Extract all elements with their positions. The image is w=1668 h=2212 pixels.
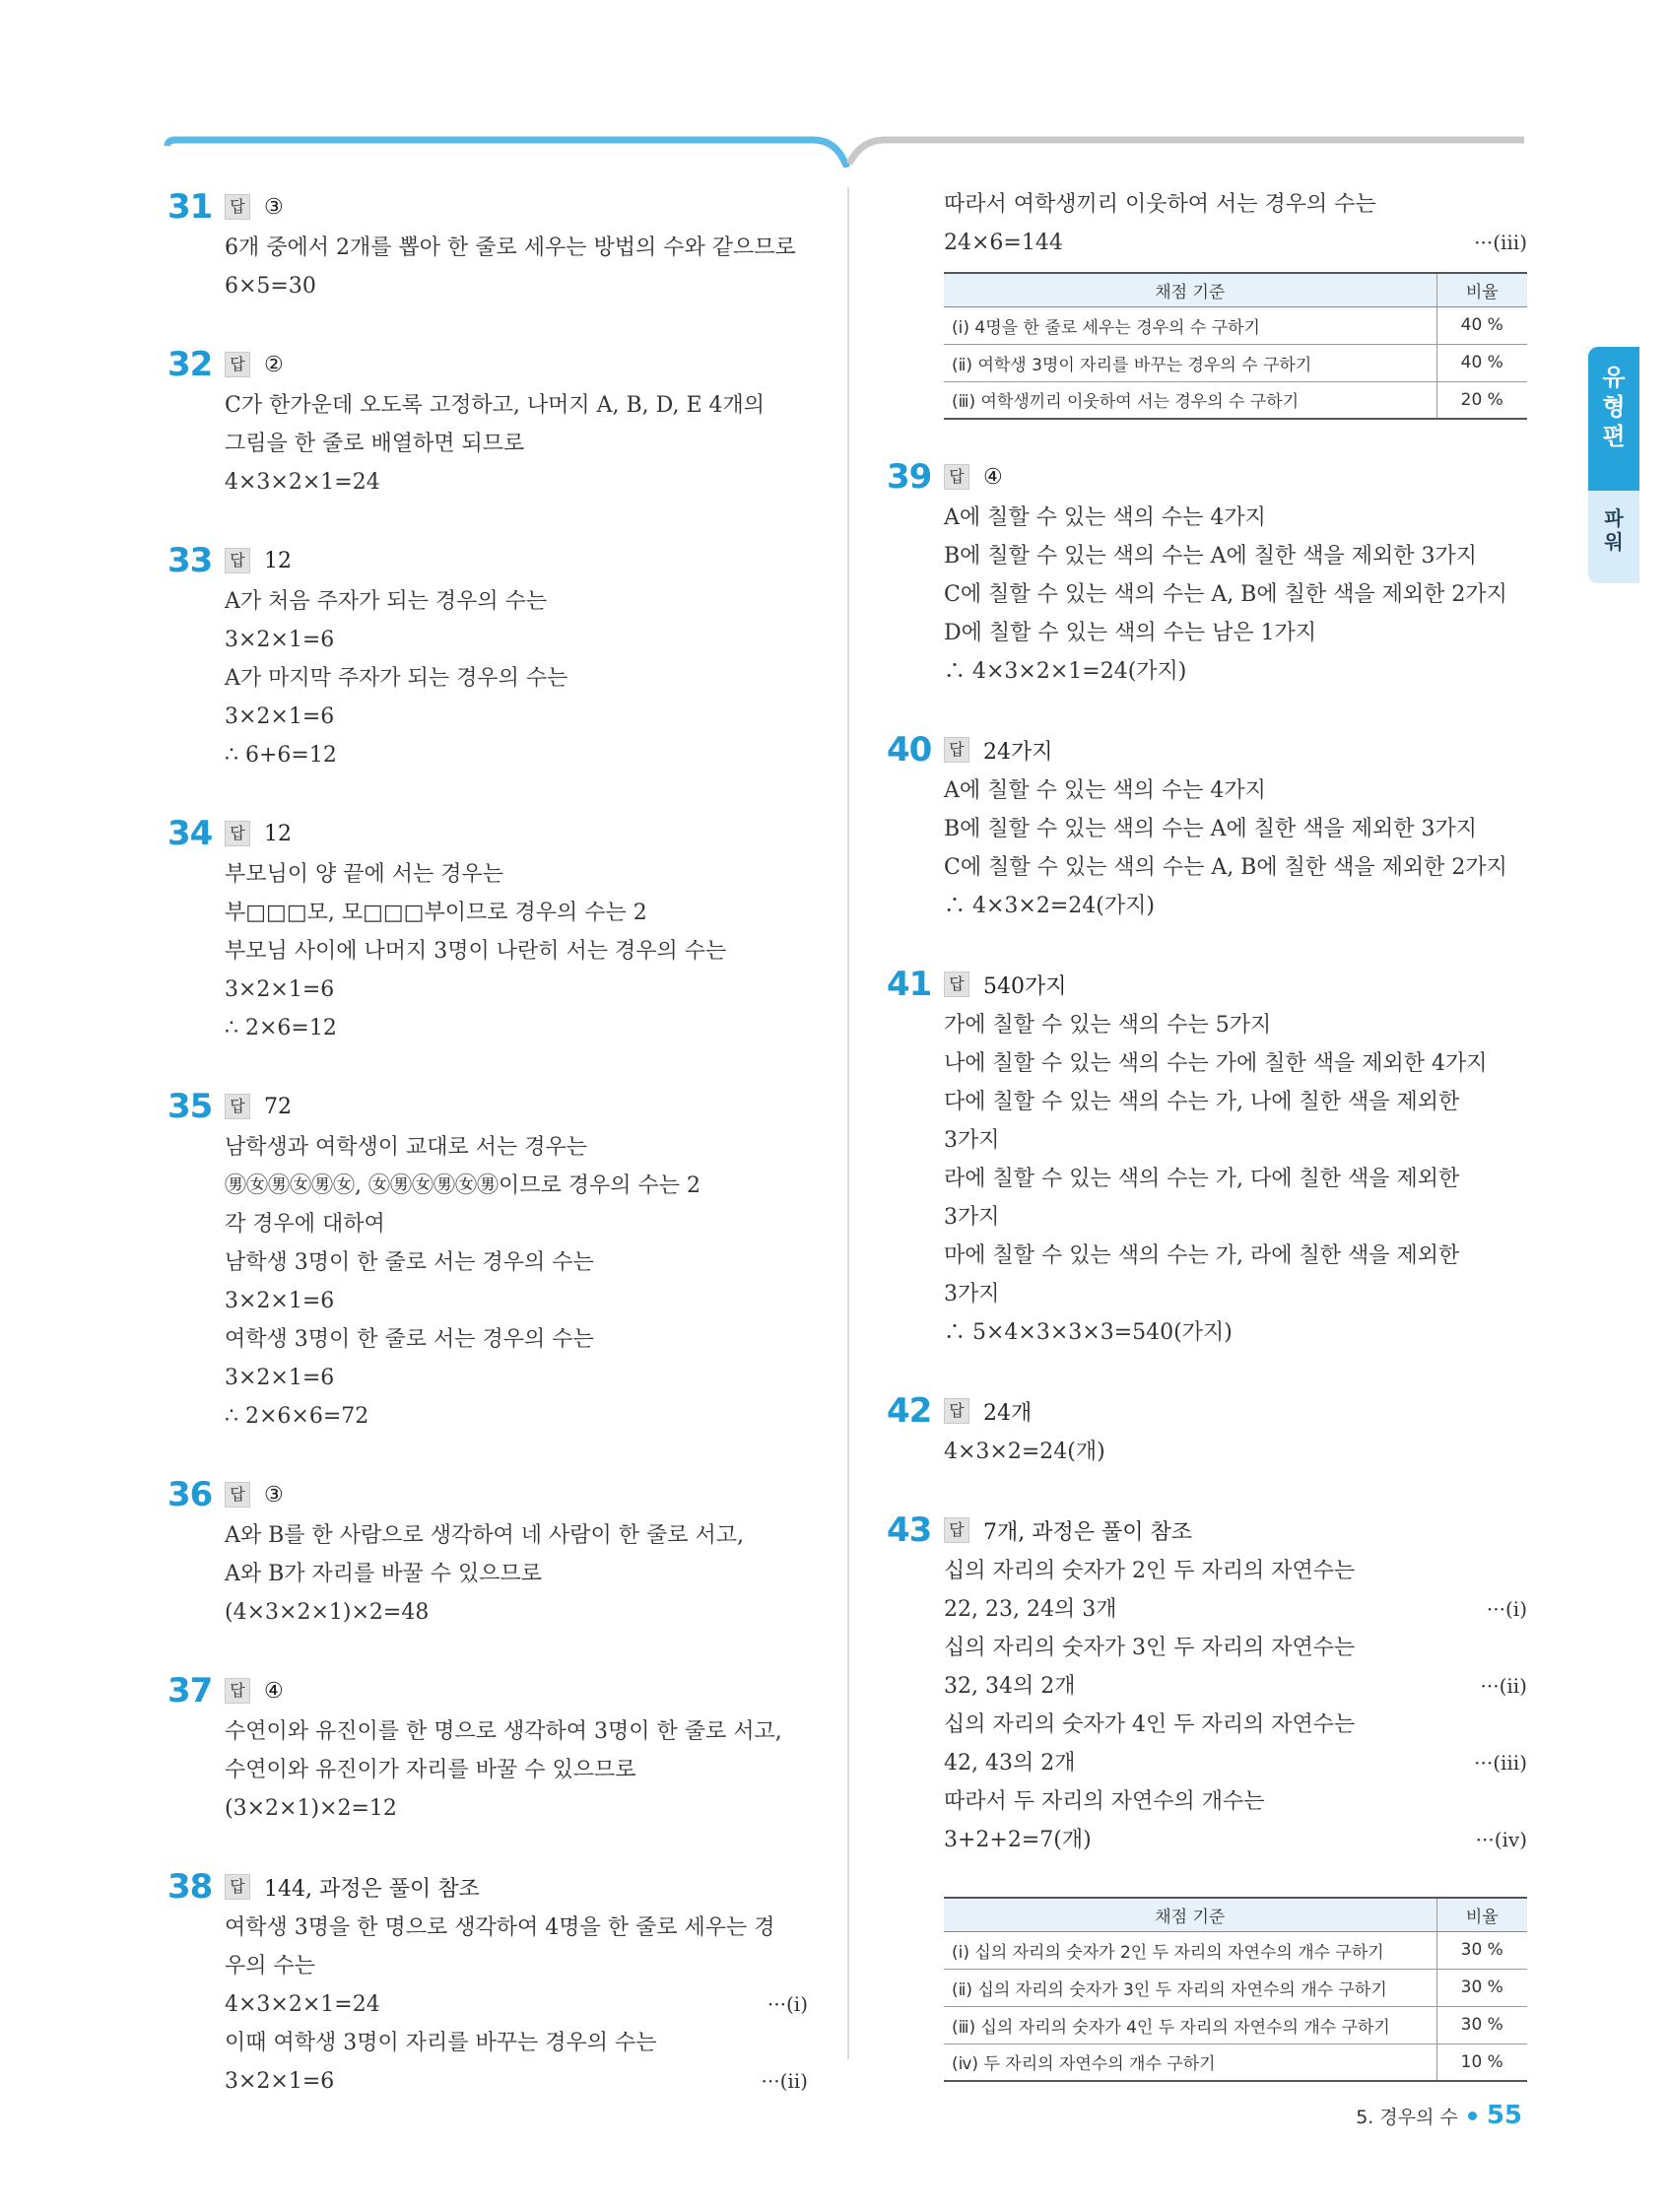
header-criteria: 채점 기준 [944,1898,1436,1931]
solution-line: 다에 칠할 수 있는 색의 수는 가, 나에 칠한 색을 제외한 [944,1090,1460,1114]
solution-line: 나에 칠할 수 있는 색의 수는 가에 칠한 색을 제외한 4가지 [944,1051,1488,1076]
solution-line: 여학생 3명이 한 줄로 서는 경우의 수는 [225,1327,594,1352]
solution-line: ∴ 2×6=12 [225,1016,337,1040]
problem-32 [167,343,808,502]
answer-marker: 답 [225,1678,250,1704]
problem-number: 33 [167,541,213,580]
side-tab-main [1588,347,1639,491]
ratio-cell: 20 % [1436,381,1527,419]
criteria-cell: (ⅱ) 여학생 3명이 자리를 바꾸는 경우의 수 구하기 [944,344,1436,381]
table-row [944,1931,1527,1969]
problem-38 [167,1865,808,2101]
answer-text: 12 [264,821,292,846]
table-row [944,1969,1527,2006]
solution-line: ∴ 2×6×6=72 [225,1404,369,1429]
solution-line: ∴ 5×4×3×3×3=540(가지) [944,1320,1233,1345]
step-marker: ···(ⅳ) [1475,1828,1527,1851]
scoring-table-43 [887,1897,1527,2082]
solution-line: 6×5=30 [225,274,316,299]
side-tab-char: 형 [1602,393,1626,421]
solution-line: 3×2×1=6 [225,1289,335,1313]
scoring-table-38 [887,272,1527,420]
solution-line: 3×2×1=6 [225,977,335,1002]
problem-header [167,1473,808,1516]
solution-line: 3×2×1=6 [225,628,335,652]
criteria-cell: (ⅳ) 두 자리의 자연수의 개수 구하기 [944,2044,1436,2081]
criteria-cell: (ⅰ) 4명을 한 줄로 세우는 경우의 수 구하기 [944,306,1436,344]
solution-line: 3가지 [944,1282,1000,1307]
header-ratio: 비율 [1436,1898,1527,1931]
table-row [944,306,1527,344]
chapter-title: 5. 경우의 수 [1356,2106,1458,2128]
problem-header [887,1389,1527,1433]
solution-line: 십의 자리의 숫자가 4인 두 자리의 자연수는 [944,1712,1356,1737]
problem-41 [887,963,1527,1352]
table-header-row [944,273,1527,306]
answer-marker: 답 [225,548,250,573]
criteria-cell: (ⅲ) 십의 자리의 숫자가 4인 두 자리의 자연수의 개수 구하기 [944,2006,1436,2044]
answer-marker: 답 [944,1517,969,1543]
criteria-cell: (ⅰ) 십의 자리의 숫자가 2인 두 자리의 자연수의 개수 구하기 [944,1931,1436,1969]
step-marker: ···(ⅱ) [1480,1674,1527,1698]
header-criteria: 채점 기준 [944,273,1436,306]
ratio-cell: 30 % [1436,2006,1527,2044]
step-marker: ···(ⅲ) [1474,231,1527,254]
scoring-table [944,272,1527,420]
problem-38-continued [887,185,1527,262]
answer-marker: 답 [225,821,250,846]
problem-header [167,1865,808,1909]
header-decoration [0,0,1668,168]
solution-line: C에 칠할 수 있는 색의 수는 A, B에 칠한 색을 제외한 2가지 [944,855,1507,880]
solution-line: 따라서 여학생끼리 이웃하여 서는 경우의 수는 [944,192,1376,217]
problem-header [887,963,1527,1006]
solution-line: 4×3×2×1=24 [225,470,380,495]
solution-line: A가 마지막 주자가 되는 경우의 수는 [225,666,568,691]
answer-text: 540가지 [983,973,1067,999]
solution-line: 24×6=144 ···(ⅲ) [944,224,1527,262]
step-marker: ···(ⅱ) [761,2069,808,2093]
answer-marker: 답 [225,1094,250,1119]
criteria-cell: (ⅲ) 여학생끼리 이웃하여 서는 경우의 수 구하기 [944,381,1436,419]
solution-line: 십의 자리의 숫자가 2인 두 자리의 자연수는 [944,1559,1356,1583]
solution-line: 부모님 사이에 나머지 3명이 나란히 서는 경우의 수는 [225,939,727,964]
answer-text: ④ [983,464,1003,490]
answer-text: ③ [264,194,284,220]
problem-number: 36 [167,1475,213,1514]
problem-header [167,539,808,582]
problem-number: 32 [167,345,213,384]
left-column [167,185,808,2138]
answer-text: 24가지 [983,739,1053,765]
problem-number: 43 [887,1510,932,1550]
answer-text: ④ [264,1678,284,1704]
section-side-tab [1588,347,1639,583]
solution-line: 수연이와 유진이가 자리를 바꿀 수 있으므로 [225,1758,636,1782]
answer-marker: 답 [944,464,969,490]
answer-marker: 답 [225,1482,250,1508]
solution-line: B에 칠할 수 있는 색의 수는 A에 칠한 색을 제외한 3가지 [944,544,1478,569]
solution-line: 3×2×1=6 [225,704,335,729]
problem-number: 40 [887,730,932,770]
solution-line: ㊚㊛㊚㊛㊚㊛, ㊛㊚㊛㊚㊛㊚이므로 경우의 수는 2 [225,1173,701,1198]
solution-line: ∴ 4×3×2=24(가지) [944,894,1155,918]
problem-header [887,728,1527,771]
solution-line: 우의 수는 [225,1954,316,1978]
problem-37 [167,1669,808,1828]
ratio-cell: 10 % [1436,2044,1527,2081]
answer-text: 24개 [983,1400,1033,1426]
table-row [944,2006,1527,2044]
problem-39 [887,455,1527,691]
problem-31 [167,185,808,305]
column-divider [847,187,849,2059]
solution-line: 따라서 두 자리의 자연수의 개수는 [944,1789,1265,1814]
solution-line: C에 칠할 수 있는 색의 수는 A, B에 칠한 색을 제외한 2가지 [944,582,1507,607]
solution-line: C가 한가운데 오도록 고정하고, 나머지 A, B, D, E 4개의 [225,393,765,418]
answer-marker: 답 [225,1874,250,1900]
solution-line: ∴ 6+6=12 [225,743,337,768]
solution-line: 각 경우에 대하여 [225,1212,385,1237]
solution-line: (4×3×2×1)×2=48 [225,1600,430,1625]
side-tab-char: 파 [1604,506,1624,530]
solution-line: 남학생 3명이 한 줄로 서는 경우의 수는 [225,1250,594,1275]
solution-line: A와 B를 한 사람으로 생각하여 네 사람이 한 줄로 서고, [225,1523,745,1548]
ratio-cell: 40 % [1436,306,1527,344]
table-header-row [944,1898,1527,1931]
problem-number: 31 [167,187,213,227]
right-column [887,185,1527,2088]
solution-line: 남학생과 여학생이 교대로 서는 경우는 [225,1135,588,1160]
problem-header [167,1669,808,1712]
solution-line: 마에 칠할 수 있는 색의 수는 가, 라에 칠한 색을 제외한 [944,1243,1460,1268]
solution-line: 부□□□모, 모□□□부이므로 경우의 수는 2 [225,901,647,925]
problem-34 [167,812,808,1047]
problem-number: 34 [167,814,213,853]
ratio-cell: 30 % [1436,1969,1527,2006]
solution-line: 가에 칠할 수 있는 색의 수는 5가지 [944,1013,1272,1038]
answer-text: ② [264,352,284,377]
answer-marker: 답 [944,1398,969,1424]
answer-marker: 답 [944,972,969,997]
scoring-table [944,1897,1527,2082]
ratio-cell: 40 % [1436,344,1527,381]
answer-text: 7개, 과정은 풀이 참조 [983,1519,1192,1545]
solution-line: 십의 자리의 숫자가 3인 두 자리의 자연수는 [944,1636,1356,1660]
solution-line: A에 칠할 수 있는 색의 수는 4가지 [944,778,1266,803]
solution-line: 4×3×2×1=24 ···(ⅰ) [225,1985,808,2024]
solution-line: 라에 칠할 수 있는 색의 수는 가, 다에 칠한 색을 제외한 [944,1167,1460,1191]
side-tab-char: 유 [1602,364,1626,391]
solution-line: 3가지 [944,1205,1000,1230]
solution-line: 3×2×1=6 [225,1366,335,1390]
solution-line: 32, 34의 2개 ···(ⅱ) [944,1667,1527,1706]
table-row [944,344,1527,381]
problem-36 [167,1473,808,1632]
problem-number: 39 [887,457,932,497]
solution-line: D에 칠할 수 있는 색의 수는 남은 1가지 [944,621,1317,645]
solution-line: 4×3×2=24(개) [944,1440,1105,1464]
problem-number: 38 [167,1867,213,1907]
table-row [944,2044,1527,2081]
header-bar-left [167,140,847,168]
solution-line: 그림을 한 줄로 배열하면 되므로 [225,432,525,456]
side-tab-char: 워 [1604,530,1624,554]
step-marker: ···(ⅰ) [767,1992,808,2016]
answer-text: ③ [264,1482,284,1508]
page-footer [1356,2101,1522,2130]
side-tab-sub [1588,491,1639,583]
solution-line: A에 칠할 수 있는 색의 수는 4가지 [944,505,1266,530]
table-row [944,381,1527,419]
answer-text: 12 [264,548,292,573]
solution-line: 42, 43의 2개 ···(ⅲ) [944,1744,1527,1782]
solution-line: 3가지 [944,1128,1000,1153]
step-marker: ···(ⅰ) [1486,1597,1527,1621]
solution-line: 이때 여학생 3명이 자리를 바꾸는 경우의 수는 [225,2031,657,2055]
problem-header [167,1085,808,1128]
problem-header [887,1508,1527,1552]
problem-42 [887,1389,1527,1471]
problem-header [887,455,1527,499]
solution-line: ∴ 4×3×2×1=24(가지) [944,659,1187,684]
solution-line: 6개 중에서 2개를 뽑아 한 줄로 세우는 방법의 수와 같으므로 [225,235,796,260]
solution-line: 수연이와 유진이를 한 명으로 생각하여 3명이 한 줄로 서고, [225,1719,782,1744]
problem-43 [887,1508,1527,1859]
problem-header [167,185,808,229]
solution-line: 여학생 3명을 한 명으로 생각하여 4명을 한 줄로 세우는 경 [225,1915,775,1940]
right-problems [887,455,1527,1859]
answer-marker: 답 [225,194,250,220]
answer-text: 144, 과정은 풀이 참조 [264,1876,480,1902]
problem-33 [167,539,808,774]
solution-line: 부모님이 양 끝에 서는 경우는 [225,862,503,887]
problem-number: 35 [167,1087,213,1126]
problem-35 [167,1085,808,1436]
header-bar-right [849,140,1524,164]
problem-header [167,812,808,855]
problem-40 [887,728,1527,925]
problem-number: 41 [887,965,932,1004]
page-number: 55 [1486,2101,1522,2130]
solution-line: 3+2+2=7(개) ···(ⅳ) [944,1821,1527,1859]
side-tab-char: 편 [1602,423,1626,450]
solution-line: B에 칠할 수 있는 색의 수는 A에 칠한 색을 제외한 3가지 [944,817,1478,841]
answer-marker: 답 [944,737,969,763]
answer-text: 72 [264,1094,292,1119]
solution-line: A가 처음 주자가 되는 경우의 수는 [225,589,548,614]
footer-dot-icon [1468,2111,1477,2120]
answer-marker: 답 [225,352,250,377]
step-marker: ···(ⅲ) [1474,1751,1527,1775]
problem-number: 42 [887,1391,932,1431]
criteria-cell: (ⅱ) 십의 자리의 숫자가 3인 두 자리의 자연수의 개수 구하기 [944,1969,1436,2006]
header-ratio: 비율 [1436,273,1527,306]
solution-line: 3×2×1=6 ···(ⅱ) [225,2062,808,2101]
problem-header [167,343,808,386]
ratio-cell: 30 % [1436,1931,1527,1969]
solution-line: 22, 23, 24의 3개 ···(ⅰ) [944,1590,1527,1629]
solution-line: (3×2×1)×2=12 [225,1796,397,1821]
problem-number: 37 [167,1671,213,1710]
solution-line: A와 B가 자리를 바꿀 수 있으므로 [225,1562,543,1586]
